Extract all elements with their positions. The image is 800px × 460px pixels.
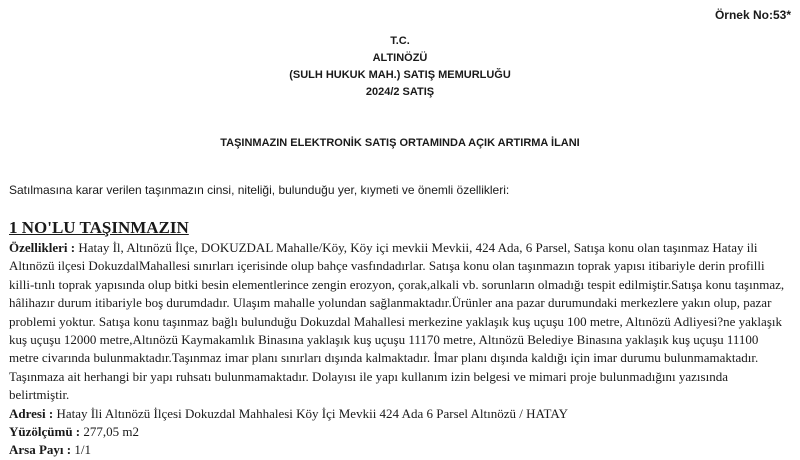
share-field xyxy=(9,441,791,459)
header-line-office: (SULH HUKUK MAH.) SATIŞ MEMURLUĞU xyxy=(289,69,511,81)
features-field xyxy=(9,239,791,405)
property-section xyxy=(9,218,791,460)
intro-text: Satılmasına karar verilen taşınmazın cinsi, niteliği, bulunduğu yer, kıymeti ve önemli özellikleri: xyxy=(9,183,510,197)
header-line-case-number: 2024/2 SATIŞ xyxy=(365,86,435,98)
area-label: Yüzölçümü : xyxy=(9,424,81,440)
area-field xyxy=(9,423,791,441)
header-line-district: ALTINÖZÜ xyxy=(372,52,428,64)
property-heading: 1 NO'LU TAŞINMAZIN xyxy=(9,218,189,237)
features-text: Hatay İl, Altınözü İlçe, DOKUZDAL Mahalle/Köy, Köy içi mevkii Mevkii, 424 Ada, 6 Parsel, Satışa konu olan taşınmaz Hatay ili Altınözü ilçesi DokuzdalMahallesi sınırları içerisinde olup bahçe vasfındadırlar. Satışa konu olan taşınmazın toprak yapısı itibariyle derin profilli killi-tınlı toprak yapısında olup bitki besin elementlerince zengin erozyon, çorak,alkali vb. sorunların olmadığı tespit edilmiştir.Satışa konu taşınmaz, hâlihazır durum itibariyle boş durumdadır. Ulaşım mahalle yolundan sağlanmaktadır.Ürünler ana pazar durumundaki merkezlere yakın olup, pazar problemi yoktur. Satışa konu taşınmaz bağlı bulunduğu Dokuzdal Mahallesi merkezine yaklaşık kuş uçuşu 100 metre, Altınözü Adliyesi?ne yaklaşık kuş uçuşu 12000 metre,Altınözü Kaymakamlık Binasına yaklaşık kuş uçuşu 11170 metre, Altınözü Belediye Binasına yaklaşık kuş uçuşu 11100 metre civarında bulunmaktadır.Taşınmaz imar planı sınırları dışında kalmaktadır. İmar planı dışında kaldığı için imar durumu bulunmamaktadır. Taşınmaza ait herhangi bir yapı ruhsatı bulunmamaktadır. Dolayısı ile yapı kullanım izin belgesi ve mimari proje bulunmadığını yazısında belirtmiştir. xyxy=(9,240,785,403)
area-text: 277,05 m2 xyxy=(83,424,140,440)
announcement-title: TAŞINMAZIN ELEKTRONİK SATIŞ ORTAMINDA AÇIK ARTIRMA İLANI xyxy=(220,137,580,149)
share-label: Arsa Payı : xyxy=(9,442,72,458)
address-label: Adresi : xyxy=(9,405,54,421)
share-text: 1/1 xyxy=(74,442,91,458)
features-label: Özellikleri : xyxy=(9,240,76,255)
header-line-tc: T.C. xyxy=(390,35,410,47)
address-field xyxy=(9,405,791,423)
sample-number: Örnek No:53* xyxy=(714,8,791,22)
address-text: Hatay İli Altınözü İlçesi Dokuzdal Mahhalesi Köy İçi Mevkii 424 Ada 6 Parsel Altınözü / HATAY xyxy=(56,405,568,421)
document-header xyxy=(0,33,800,101)
